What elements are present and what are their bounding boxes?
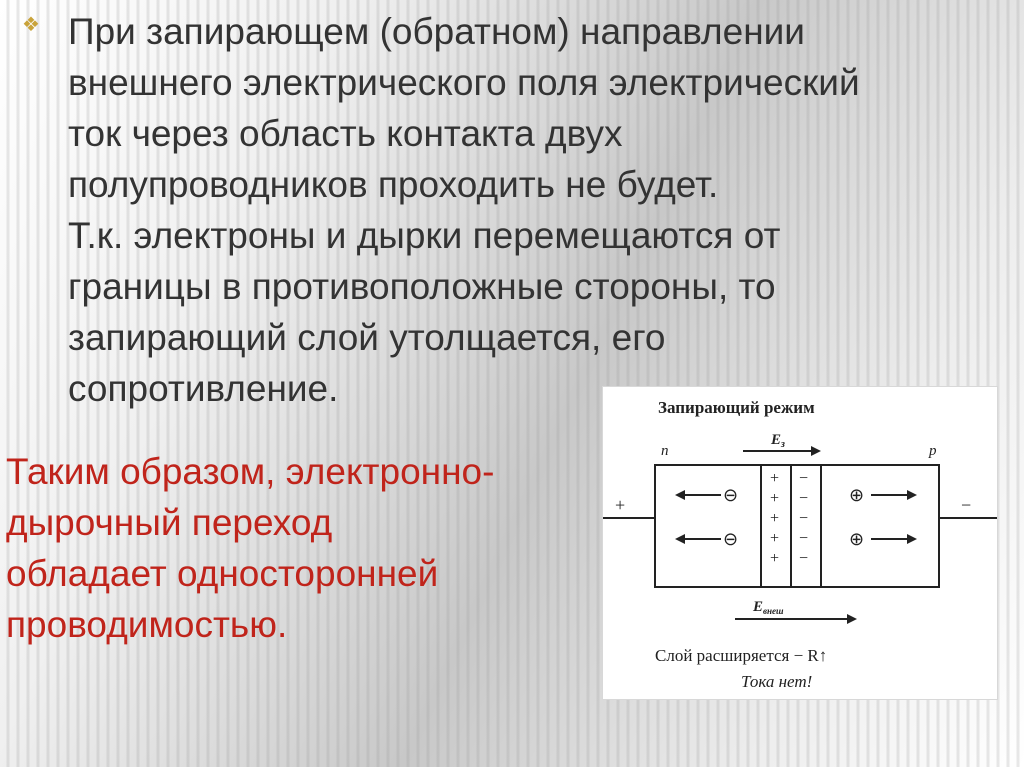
- caption-line-1: Слой расширяется − R↑: [655, 646, 828, 665]
- minus-charge: −: [799, 470, 809, 487]
- internal-field-label: $E_з$: [771, 432, 785, 450]
- pn-junction-diagram: [602, 386, 998, 700]
- minus-charge: −: [799, 490, 809, 507]
- external-field-label: $E_{внеш}$: [753, 599, 784, 616]
- plus-charge: +: [770, 510, 780, 527]
- hole-icon: ⊕: [849, 529, 865, 549]
- main-paragraph-text: При запирающем (обратном) направлении внешнего электрического поля электрический ток через область контакта двух полупроводников проходить не будет. Т.к. электроны и дырки перемещаются от границы в противоположные стороны, то запирающий слой утолщается, его сопротивление.: [68, 11, 860, 409]
- electron-group: [675, 485, 738, 549]
- minus-charge: −: [799, 530, 809, 547]
- crystal-box: [655, 465, 939, 587]
- main-paragraph: [20, 6, 980, 414]
- pn-junction-svg: [603, 387, 997, 699]
- plus-charge: +: [770, 550, 780, 567]
- diamond-bullet-icon: ❖: [22, 14, 40, 36]
- plus-charge: +: [770, 490, 780, 507]
- hole-group: [849, 485, 917, 549]
- electron-icon: ⊖: [723, 529, 739, 549]
- label-n: n: [661, 443, 669, 459]
- hole-icon: ⊕: [849, 485, 865, 505]
- minus-charge: −: [799, 550, 809, 567]
- diagram-title: Запирающий режим: [658, 398, 815, 417]
- plus-charge: +: [770, 530, 780, 547]
- caption-line-2: Тока нет!: [741, 672, 813, 691]
- internal-field-arrowhead: [811, 446, 821, 456]
- fixed-charges: [770, 470, 808, 567]
- conclusion-text: Таким образом, электронно- дырочный переход обладает односторонней проводимостью.: [6, 451, 495, 645]
- plus-charge: +: [770, 470, 780, 487]
- label-p: p: [929, 443, 937, 459]
- external-field-arrowhead: [847, 614, 857, 624]
- minus-charge: −: [799, 510, 809, 527]
- electron-icon: ⊖: [723, 485, 739, 505]
- minus-terminal-label: −: [961, 495, 972, 515]
- plus-terminal-label: +: [615, 495, 626, 515]
